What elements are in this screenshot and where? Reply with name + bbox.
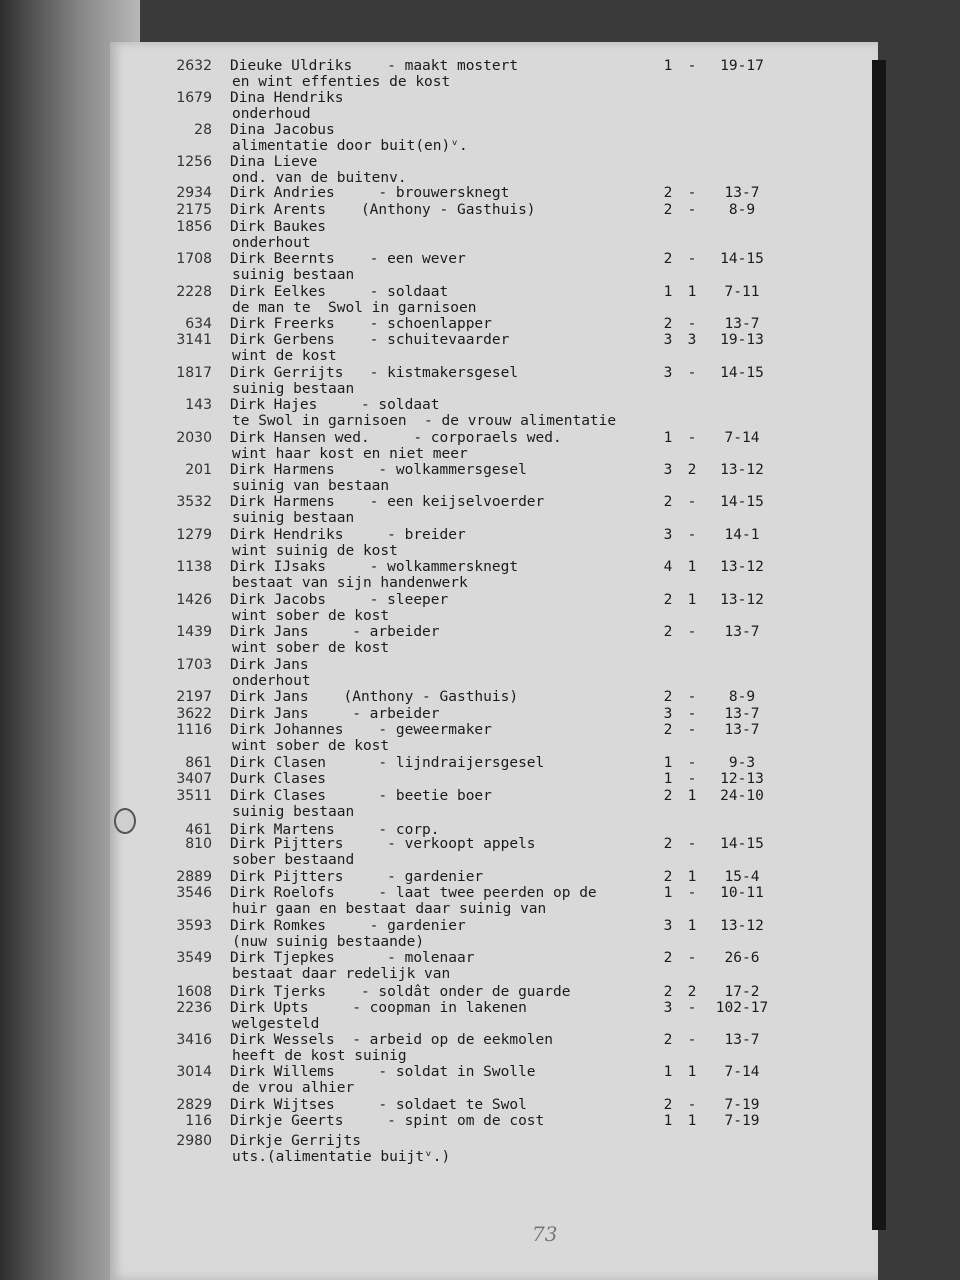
entry-name: Dirk Roelofs - laat twee peerden op de [230, 885, 597, 901]
amount-column: 13-7 [724, 722, 760, 738]
count-column-2: 1 [687, 1064, 697, 1080]
register-row [0, 494, 960, 528]
entry-number: 2889 [176, 869, 212, 885]
count-column-1: 1 [663, 284, 673, 300]
amount-column: 13-7 [724, 185, 760, 201]
amount-column: 17-2 [724, 984, 760, 1000]
amount-column: 26-6 [724, 950, 760, 966]
entry-description: wint haar kost en niet meer [232, 446, 468, 462]
entry-number: 3407 [176, 771, 212, 787]
entry-description: sober bestaand [232, 852, 355, 868]
count-column-2: 2 [687, 462, 697, 478]
count-column-1: 3 [663, 918, 673, 934]
register-row [0, 397, 960, 431]
entry-description: de man te Swol in garnisoen [232, 300, 477, 316]
register-row [0, 657, 960, 691]
entry-description: welgesteld [232, 1016, 320, 1032]
amount-column: 13-7 [724, 706, 760, 722]
entry-number: 3014 [176, 1064, 212, 1080]
count-column-2: - [687, 1097, 697, 1113]
register-row [0, 885, 960, 919]
entry-description: onderhout [232, 235, 311, 251]
entry-description: de vrou alhier [232, 1080, 355, 1096]
count-column-1: 2 [663, 950, 673, 966]
register-row [0, 1032, 960, 1066]
count-column-1: 1 [663, 771, 673, 787]
entry-number: 1138 [176, 559, 212, 575]
amount-column: 13-12 [720, 559, 764, 575]
entry-description: wint de kost [232, 348, 337, 364]
entry-description: bestaat daar redelijk van [232, 966, 451, 982]
entry-number: 1817 [176, 365, 212, 381]
entry-description: wint suinig de kost [232, 543, 398, 559]
entry-name: Dirk Wessels - arbeid op de eekmolen [230, 1032, 554, 1048]
entry-name: Dirkje Geerts - spint om de cost [230, 1113, 545, 1129]
entry-number: 2197 [176, 689, 212, 705]
amount-column: 10-11 [720, 885, 764, 901]
count-column-1: 2 [663, 592, 673, 608]
register-row [0, 462, 960, 496]
count-column-1: 2 [663, 788, 673, 804]
count-column-2: - [687, 365, 697, 381]
entry-number: 1279 [176, 527, 212, 543]
page-number: 73 [532, 1222, 558, 1246]
amount-column: 8-9 [728, 202, 756, 218]
count-column-1: 1 [663, 430, 673, 446]
register-row [0, 592, 960, 626]
count-column-1: 2 [663, 202, 673, 218]
register-row [0, 284, 960, 318]
entry-name: Dirk Andries - brouwersknegt [230, 185, 510, 201]
count-column-1: 2 [663, 494, 673, 510]
count-column-2: - [687, 950, 697, 966]
count-column-1: 3 [663, 332, 673, 348]
count-column-2: - [687, 624, 697, 640]
entry-number: 2934 [176, 185, 212, 201]
count-column-1: 2 [663, 836, 673, 852]
amount-column: 13-7 [724, 624, 760, 640]
amount-column: 7-11 [724, 284, 760, 300]
count-column-2: - [687, 885, 697, 901]
entry-name: Dirk Gerbens - schuitevaarder [230, 332, 510, 348]
entry-name: Dirk Romkes - gardenier [230, 918, 466, 934]
entry-name: Dirk Eelkes - soldaat [230, 284, 449, 300]
entry-name: Dina Hendriks [230, 90, 344, 106]
register-row [0, 624, 960, 658]
entry-name: Dirk Hendriks - breider [230, 527, 466, 543]
count-column-2: - [687, 430, 697, 446]
entry-name: Dirk Tjerks - soldât onder de guarde [230, 984, 571, 1000]
entry-number: 2236 [176, 1000, 212, 1016]
register-row [0, 332, 960, 366]
count-column-1: 2 [663, 1097, 673, 1113]
amount-column: 7-14 [724, 1064, 760, 1080]
count-column-2: - [687, 316, 697, 332]
entry-name: Dirk Hajes - soldaat [230, 397, 440, 413]
entry-number: 1856 [176, 219, 212, 235]
amount-column: 7-19 [724, 1097, 760, 1113]
entry-name: Dirk IJsaks - wolkammersknegt [230, 559, 519, 575]
amount-column: 8-9 [728, 689, 756, 705]
count-column-2: 1 [687, 1113, 697, 1129]
entry-number: 1708 [176, 251, 212, 267]
entry-description: suinig bestaan [232, 381, 355, 397]
entry-name: Dirk Martens - corp. [230, 822, 440, 838]
count-column-1: 2 [663, 316, 673, 332]
entry-name: Dirk Freerks - schoenlapper [230, 316, 492, 332]
entry-description: wint sober de kost [232, 640, 390, 656]
entry-number: 3593 [176, 918, 212, 934]
entry-number: 2632 [176, 58, 212, 74]
register-row [0, 788, 960, 822]
count-column-2: - [687, 1032, 697, 1048]
register-row [0, 122, 960, 156]
count-column-2: 1 [687, 284, 697, 300]
amount-column: 14-15 [720, 836, 764, 852]
entry-name: Dirk Arents (Anthony - Gasthuis) [230, 202, 536, 218]
count-column-1: 1 [663, 1064, 673, 1080]
count-column-1: 2 [663, 689, 673, 705]
entry-number: 1679 [176, 90, 212, 106]
entry-name: Dieuke Uldriks - maakt mostert [230, 58, 519, 74]
count-column-1: 1 [663, 755, 673, 771]
entry-number: 3622 [176, 706, 212, 722]
entry-name: Dirk Jans - arbeider [230, 706, 440, 722]
entry-number: 810 [185, 836, 212, 852]
register-row [0, 365, 960, 399]
entry-number: 1116 [176, 722, 212, 738]
entry-description: suinig bestaan [232, 267, 355, 283]
entry-description: heeft de kost suinig [232, 1048, 407, 1064]
count-column-1: 2 [663, 251, 673, 267]
count-column-2: 1 [687, 869, 697, 885]
entry-name: Dirk Beernts - een wever [230, 251, 466, 267]
register-row [0, 1000, 960, 1034]
entry-description: suinig bestaan [232, 804, 355, 820]
entry-name: Dirk Jans - arbeider [230, 624, 440, 640]
entry-number: 201 [185, 462, 212, 478]
entry-name: Dina Lieve [230, 154, 318, 170]
count-column-1: 2 [663, 185, 673, 201]
entry-number: 3532 [176, 494, 212, 510]
register-row [0, 251, 960, 285]
register-row [0, 559, 960, 593]
entry-number: 143 [185, 397, 212, 413]
register-row [0, 950, 960, 984]
entry-number: 634 [185, 316, 212, 332]
entry-number: 1426 [176, 592, 212, 608]
amount-column: 14-15 [720, 365, 764, 381]
entry-description: alimentatie door buit(en)ᵛ. [232, 138, 468, 154]
amount-column: 13-12 [720, 592, 764, 608]
entry-name: Dirk Johannes - geweermaker [230, 722, 492, 738]
count-column-1: 3 [663, 365, 673, 381]
count-column-2: 2 [687, 984, 697, 1000]
entry-number: 2030 [176, 430, 212, 446]
register-row [0, 1064, 960, 1098]
count-column-2: 1 [687, 918, 697, 934]
count-column-2: - [687, 527, 697, 543]
entry-name: Dirk Jans [230, 657, 309, 673]
entry-name: Dirk Harmens - wolkammersgesel [230, 462, 527, 478]
entry-name: Dina Jacobus [230, 122, 335, 138]
count-column-2: - [687, 689, 697, 705]
register-row [0, 430, 960, 464]
entry-number: 861 [185, 755, 212, 771]
entry-description: ond. van de buitenv. [232, 170, 407, 186]
count-column-2: - [687, 706, 697, 722]
entry-name: Dirk Pijtters - verkoopt appels [230, 836, 536, 852]
entry-number: 3549 [176, 950, 212, 966]
entry-number: 2175 [176, 202, 212, 218]
entry-number: 3416 [176, 1032, 212, 1048]
amount-column: 7-19 [724, 1113, 760, 1129]
amount-column: 7-14 [724, 430, 760, 446]
entry-description: te Swol in garnisoen - de vrouw alimentatie [232, 413, 617, 429]
count-column-1: 1 [663, 58, 673, 74]
entry-description: onderhoud [232, 106, 311, 122]
entry-description: en wint effenties de kost [232, 74, 451, 90]
count-column-2: 3 [687, 332, 697, 348]
entry-number: 28 [194, 122, 212, 138]
count-column-2: - [687, 755, 697, 771]
register-row [0, 1133, 960, 1167]
amount-column: 14-1 [724, 527, 760, 543]
entry-name: Dirk Baukes [230, 219, 327, 235]
amount-column: 13-7 [724, 1032, 760, 1048]
amount-column: 102-17 [715, 1000, 769, 1016]
entry-number: 3511 [176, 788, 212, 804]
amount-column: 13-7 [724, 316, 760, 332]
count-column-1: 1 [663, 885, 673, 901]
entry-number: 2829 [176, 1097, 212, 1113]
count-column-2: - [687, 251, 697, 267]
count-column-2: 1 [687, 788, 697, 804]
entry-description: wint sober de kost [232, 608, 390, 624]
amount-column: 19-17 [720, 58, 764, 74]
entry-description: suinig van bestaan [232, 478, 390, 494]
count-column-1: 4 [663, 559, 673, 575]
register-row [0, 836, 960, 870]
entry-description: wint sober de kost [232, 738, 390, 754]
entry-name: Dirk Pijtters - gardenier [230, 869, 484, 885]
count-column-2: - [687, 722, 697, 738]
register-row [0, 219, 960, 253]
entry-description: huir gaan en bestaat daar suinig van [232, 901, 547, 917]
count-column-1: 2 [663, 1032, 673, 1048]
amount-column: 14-15 [720, 251, 764, 267]
count-column-2: - [687, 1000, 697, 1016]
entry-name: Dirk Harmens - een keijselvoerder [230, 494, 545, 510]
count-column-1: 2 [663, 624, 673, 640]
entry-name: Dirk Jans (Anthony - Gasthuis) [230, 689, 519, 705]
entry-name: Dirkje Gerrijts [230, 1133, 361, 1149]
count-column-2: - [687, 58, 697, 74]
entry-number: 2980 [176, 1133, 212, 1149]
entry-number: 1703 [176, 657, 212, 673]
entry-name: Dirk Tjepkes - molenaar [230, 950, 475, 966]
entry-name: Dirk Upts - coopman in lakenen [230, 1000, 527, 1016]
count-column-2: - [687, 836, 697, 852]
count-column-1: 2 [663, 984, 673, 1000]
register-row [0, 154, 960, 188]
count-column-2: - [687, 202, 697, 218]
count-column-1: 1 [663, 1113, 673, 1129]
entry-number: 1439 [176, 624, 212, 640]
entry-number: 3546 [176, 885, 212, 901]
amount-column: 13-12 [720, 462, 764, 478]
register-row [0, 918, 960, 952]
count-column-2: - [687, 771, 697, 787]
entry-description: onderhout [232, 673, 311, 689]
count-column-2: 1 [687, 559, 697, 575]
entry-description: suinig bestaan [232, 510, 355, 526]
amount-column: 15-4 [724, 869, 760, 885]
count-column-1: 3 [663, 462, 673, 478]
entry-description: bestaat van sijn handenwerk [232, 575, 468, 591]
entry-name: Dirk Willems - soldat in Swolle [230, 1064, 536, 1080]
entry-name: Dirk Clasen - lijndraijersgesel [230, 755, 545, 771]
amount-column: 24-10 [720, 788, 764, 804]
count-column-1: 3 [663, 527, 673, 543]
amount-column: 14-15 [720, 494, 764, 510]
entry-name: Dirk Hansen wed. - corporaels wed. [230, 430, 562, 446]
register-row [0, 722, 960, 756]
entry-number: 3141 [176, 332, 212, 348]
entry-name: Dirk Clases - beetie boer [230, 788, 492, 804]
register-row [0, 527, 960, 561]
register-row [0, 58, 960, 92]
count-column-1: 2 [663, 869, 673, 885]
entry-name: Dirk Jacobs - sleeper [230, 592, 449, 608]
entry-number: 116 [185, 1113, 212, 1129]
entry-number: 2228 [176, 284, 212, 300]
count-column-2: - [687, 494, 697, 510]
amount-column: 9-3 [728, 755, 756, 771]
count-column-1: 3 [663, 706, 673, 722]
count-column-1: 3 [663, 1000, 673, 1016]
register-row [0, 90, 960, 124]
count-column-2: 1 [687, 592, 697, 608]
count-column-1: 2 [663, 722, 673, 738]
entry-number: 461 [185, 822, 212, 838]
entry-name: Durk Clases [230, 771, 327, 787]
entry-name: Dirk Gerrijts - kistmakersgesel [230, 365, 519, 381]
entry-number: 1608 [176, 984, 212, 1000]
count-column-2: - [687, 185, 697, 201]
amount-column: 13-12 [720, 918, 764, 934]
entry-number: 1256 [176, 154, 212, 170]
entry-description: uts.(alimentatie buijtᵛ.) [232, 1149, 451, 1165]
entry-description: (nuw suinig bestaande) [232, 934, 425, 950]
entry-name: Dirk Wijtses - soldaet te Swol [230, 1097, 527, 1113]
amount-column: 19-13 [720, 332, 764, 348]
amount-column: 12-13 [720, 771, 764, 787]
